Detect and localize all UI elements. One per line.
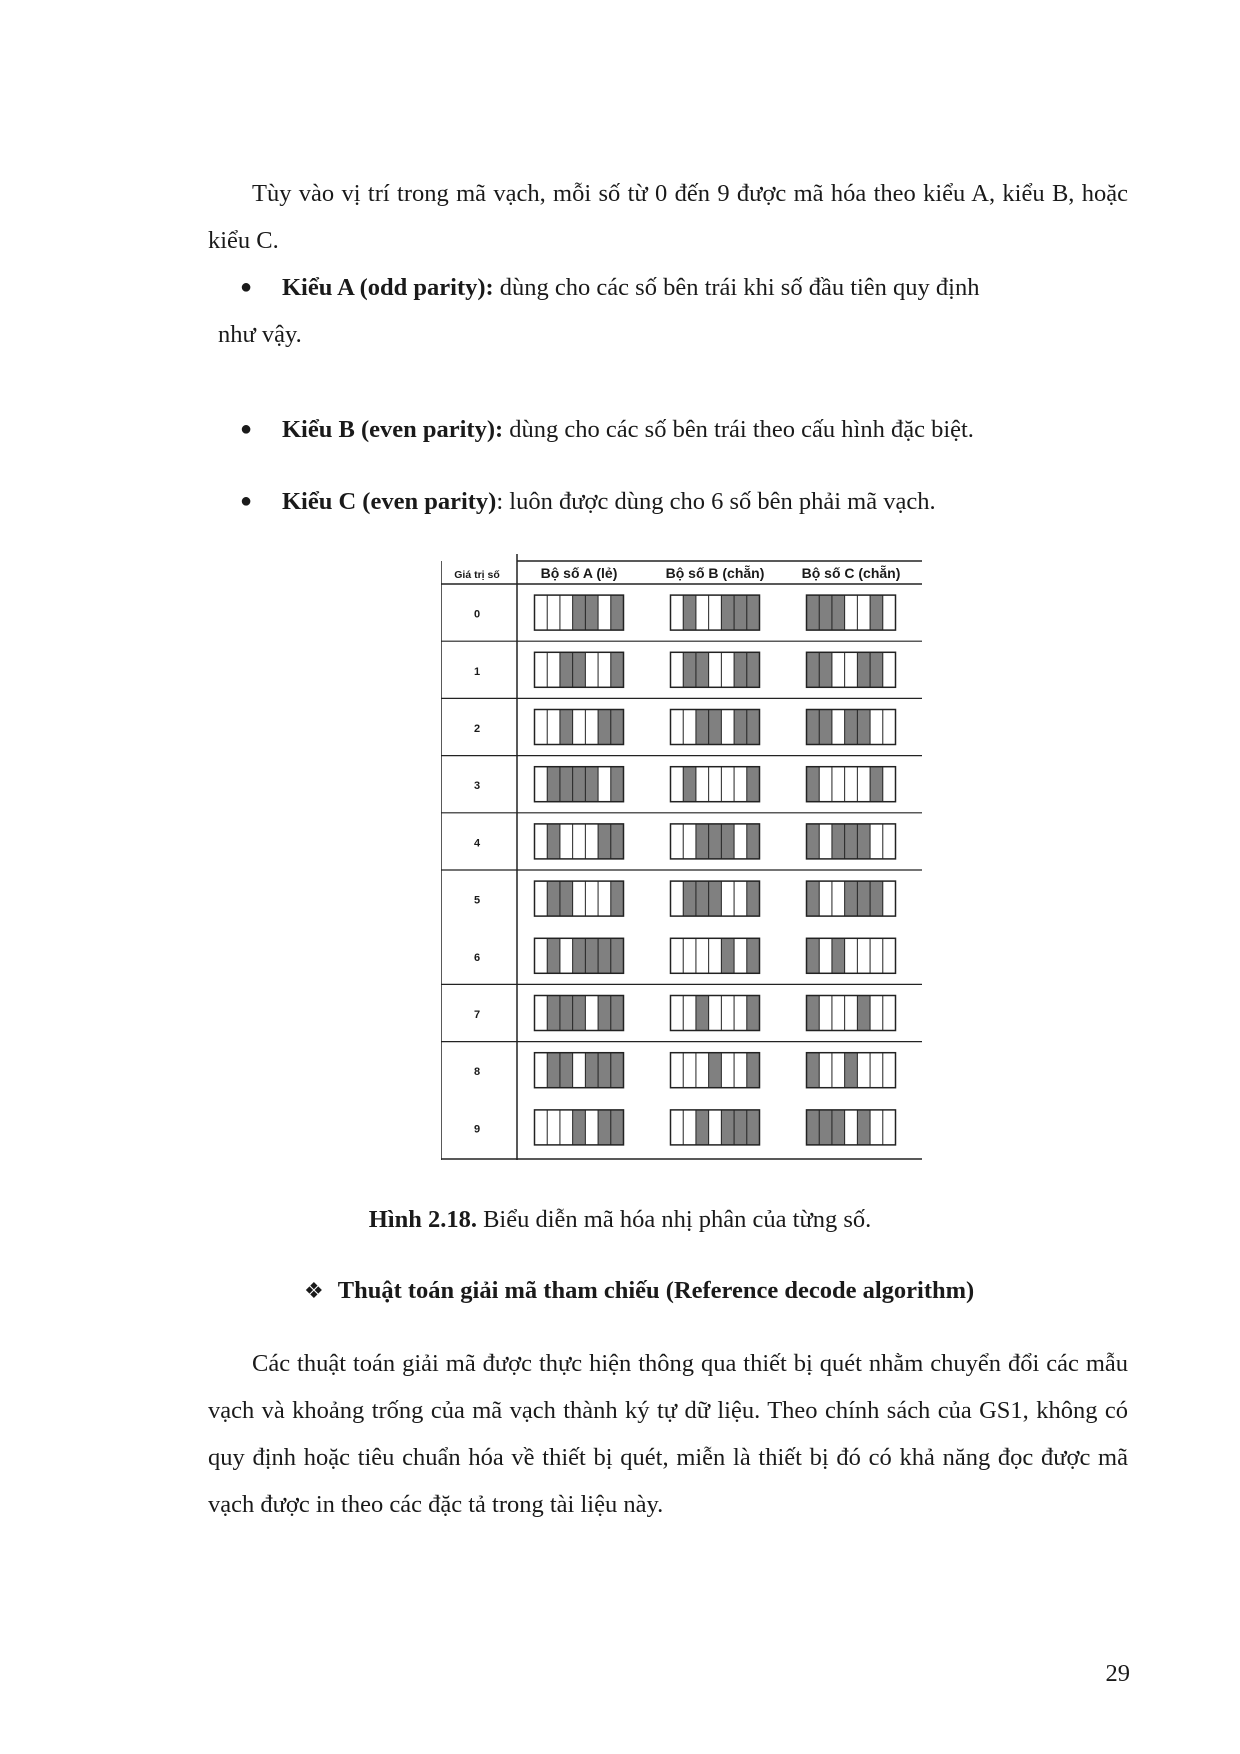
bar-module [611, 595, 624, 630]
bar-module [560, 710, 573, 745]
bar-module [857, 824, 870, 859]
pattern-frame [807, 938, 896, 973]
bar-module [585, 938, 598, 973]
bar-module [734, 595, 747, 630]
section-heading [304, 1267, 974, 1314]
bar-module [573, 595, 586, 630]
bar-module [573, 938, 586, 973]
bar-module [870, 881, 883, 916]
bar-module [573, 767, 586, 802]
bar-module [807, 710, 820, 745]
encoding-table-svg [441, 554, 922, 1160]
body-paragraph: Các thuật toán giải mã được thực hiện thông qua thiết bị quét nhằm chuyển đổi các mẫu vạch và khoảng trống của mã vạch thành ký tự dữ liệu. Theo chính sách của GS1, không có quy định hoặc tiêu chuẩn hóa về thiết bị quét, miễn là thiết bị đó có khả năng đọc được mã vạch được in theo các đặc tả trong tài liệu này. [208, 1350, 1128, 1518]
bar-module [807, 767, 820, 802]
bar-module [585, 767, 598, 802]
bar-module [560, 767, 573, 802]
bar-module [547, 1053, 560, 1088]
bar-module [807, 881, 820, 916]
bar-module [734, 1110, 747, 1145]
bar-module [832, 824, 845, 859]
bar-module [547, 996, 560, 1031]
intro-paragraph: Tùy vào vị trí trong mã vạch, mỗi số từ 0 đến 9 được mã hóa theo kiểu A, kiểu B, hoặc kiểu C. [208, 180, 1128, 254]
bar-module [747, 824, 760, 859]
table-header-1: Bộ số A (lẻ) [540, 565, 618, 581]
bullet-continuation: như vậy. [218, 321, 302, 348]
page-number: 29 [1105, 1660, 1130, 1687]
bar-module [547, 767, 560, 802]
bar-module [709, 881, 722, 916]
digit-label: 0 [473, 608, 481, 621]
digit-label: 2 [473, 723, 481, 735]
bar-module [547, 824, 560, 859]
bar-module [747, 1110, 760, 1145]
section-heading-text: Thuật toán giải mã tham chiếu (Reference decode algorithm) [337, 1277, 975, 1304]
bar-module [696, 824, 709, 859]
bullet-bold-label: Kiểu B (even parity): [282, 416, 504, 443]
bar-module [696, 710, 709, 745]
bar-module [573, 996, 586, 1031]
table-header-3: Bộ số C (chẵn) [801, 565, 901, 581]
bullet-dot-icon: ● [240, 490, 253, 512]
bar-module [611, 938, 624, 973]
bar-module [598, 824, 611, 859]
bar-module [560, 881, 573, 916]
table-header-2: Bộ số B (chẵn) [665, 565, 765, 581]
bar-module [845, 881, 858, 916]
bar-module [611, 824, 624, 859]
bar-module [696, 881, 709, 916]
bar-module [807, 1110, 820, 1145]
encoding-table-figure [441, 554, 922, 1160]
bar-module [611, 881, 624, 916]
bar-module [611, 767, 624, 802]
bar-module [807, 938, 820, 973]
bar-module [807, 595, 820, 630]
pattern-frame [671, 938, 760, 973]
bar-module [611, 996, 624, 1031]
bullet-dot-icon: ● [240, 418, 253, 440]
bullet-type-b [240, 406, 1128, 453]
table-header-0: Giá trị số [454, 569, 500, 581]
bullet-bold-label: Kiểu C (even parity) [282, 488, 497, 515]
bar-module [819, 652, 832, 687]
diamond-bullet-icon: ❖ [304, 1278, 324, 1303]
bar-module [857, 652, 870, 687]
bar-module [683, 881, 696, 916]
digit-label: 9 [473, 1123, 481, 1136]
bar-module [747, 595, 760, 630]
bullet-bold-label: Kiểu A (odd parity): [282, 274, 494, 301]
bar-module [721, 938, 734, 973]
bar-module [845, 1053, 858, 1088]
bar-module [734, 710, 747, 745]
bar-module [611, 710, 624, 745]
bar-module [819, 595, 832, 630]
bar-module [683, 595, 696, 630]
digit-label: 6 [473, 951, 481, 964]
bar-module [598, 1053, 611, 1088]
bullet-text: dùng cho các số bên trái theo cấu hình đặc biệt. [503, 416, 974, 443]
digit-label: 4 [473, 837, 481, 850]
bar-module [747, 996, 760, 1031]
bar-module [832, 938, 845, 973]
pattern-frame [671, 996, 760, 1031]
bar-module [709, 710, 722, 745]
bar-module [709, 1053, 722, 1088]
bar-module [857, 710, 870, 745]
digit-label: 7 [473, 1009, 481, 1021]
bar-module [560, 996, 573, 1031]
bar-module [747, 652, 760, 687]
digit-label: 5 [473, 894, 481, 907]
bar-module [819, 710, 832, 745]
bar-module [819, 1110, 832, 1145]
bar-module [560, 652, 573, 687]
bar-module [857, 1110, 870, 1145]
bar-module [611, 1110, 624, 1145]
bar-module [870, 595, 883, 630]
bar-module [870, 767, 883, 802]
bar-module [747, 710, 760, 745]
bar-module [747, 881, 760, 916]
bar-module [598, 938, 611, 973]
bar-module [857, 996, 870, 1031]
bar-module [807, 652, 820, 687]
bar-module [747, 1053, 760, 1088]
bar-module [598, 996, 611, 1031]
bar-module [709, 824, 722, 859]
bar-module [585, 1053, 598, 1088]
bar-module [832, 1110, 845, 1145]
bar-module [721, 824, 734, 859]
pattern-frame [807, 996, 896, 1031]
bullet-dot-icon: ● [240, 276, 253, 298]
bullet-text: : luôn được dùng cho 6 số bên phải mã vạch. [496, 488, 936, 515]
bar-module [807, 996, 820, 1031]
bar-module [598, 1110, 611, 1145]
bar-module [573, 652, 586, 687]
bullet-type-a [218, 264, 1128, 358]
bar-module [870, 652, 883, 687]
digit-label: 1 [473, 665, 481, 678]
caption-label: Hình 2.18. [368, 1206, 477, 1233]
bar-module [598, 710, 611, 745]
bar-module [845, 710, 858, 745]
bar-module [573, 1110, 586, 1145]
bar-module [547, 881, 560, 916]
bar-module [845, 824, 858, 859]
bar-module [721, 595, 734, 630]
bar-module [734, 652, 747, 687]
caption-text: Biểu diễn mã hóa nhị phân của từng số. [476, 1206, 872, 1233]
bar-module [696, 652, 709, 687]
bar-module [611, 652, 624, 687]
bar-module [585, 595, 598, 630]
bar-module [747, 938, 760, 973]
bar-module [683, 767, 696, 802]
bar-module [696, 1110, 709, 1145]
bar-module [611, 1053, 624, 1088]
bullet-text: dùng cho các số bên trái khi số đầu tiên quy định [493, 274, 980, 301]
figure-caption [0, 1196, 1240, 1243]
bar-module [747, 767, 760, 802]
bar-module [807, 824, 820, 859]
bullet-type-c [240, 478, 1128, 525]
bar-module [807, 1053, 820, 1088]
bar-module [560, 1053, 573, 1088]
digit-label: 8 [473, 1066, 481, 1079]
bar-module [547, 938, 560, 973]
bar-module [696, 996, 709, 1031]
digit-label: 3 [473, 780, 481, 793]
bar-module [683, 652, 696, 687]
bar-module [857, 881, 870, 916]
bar-module [832, 595, 845, 630]
bar-module [721, 1110, 734, 1145]
